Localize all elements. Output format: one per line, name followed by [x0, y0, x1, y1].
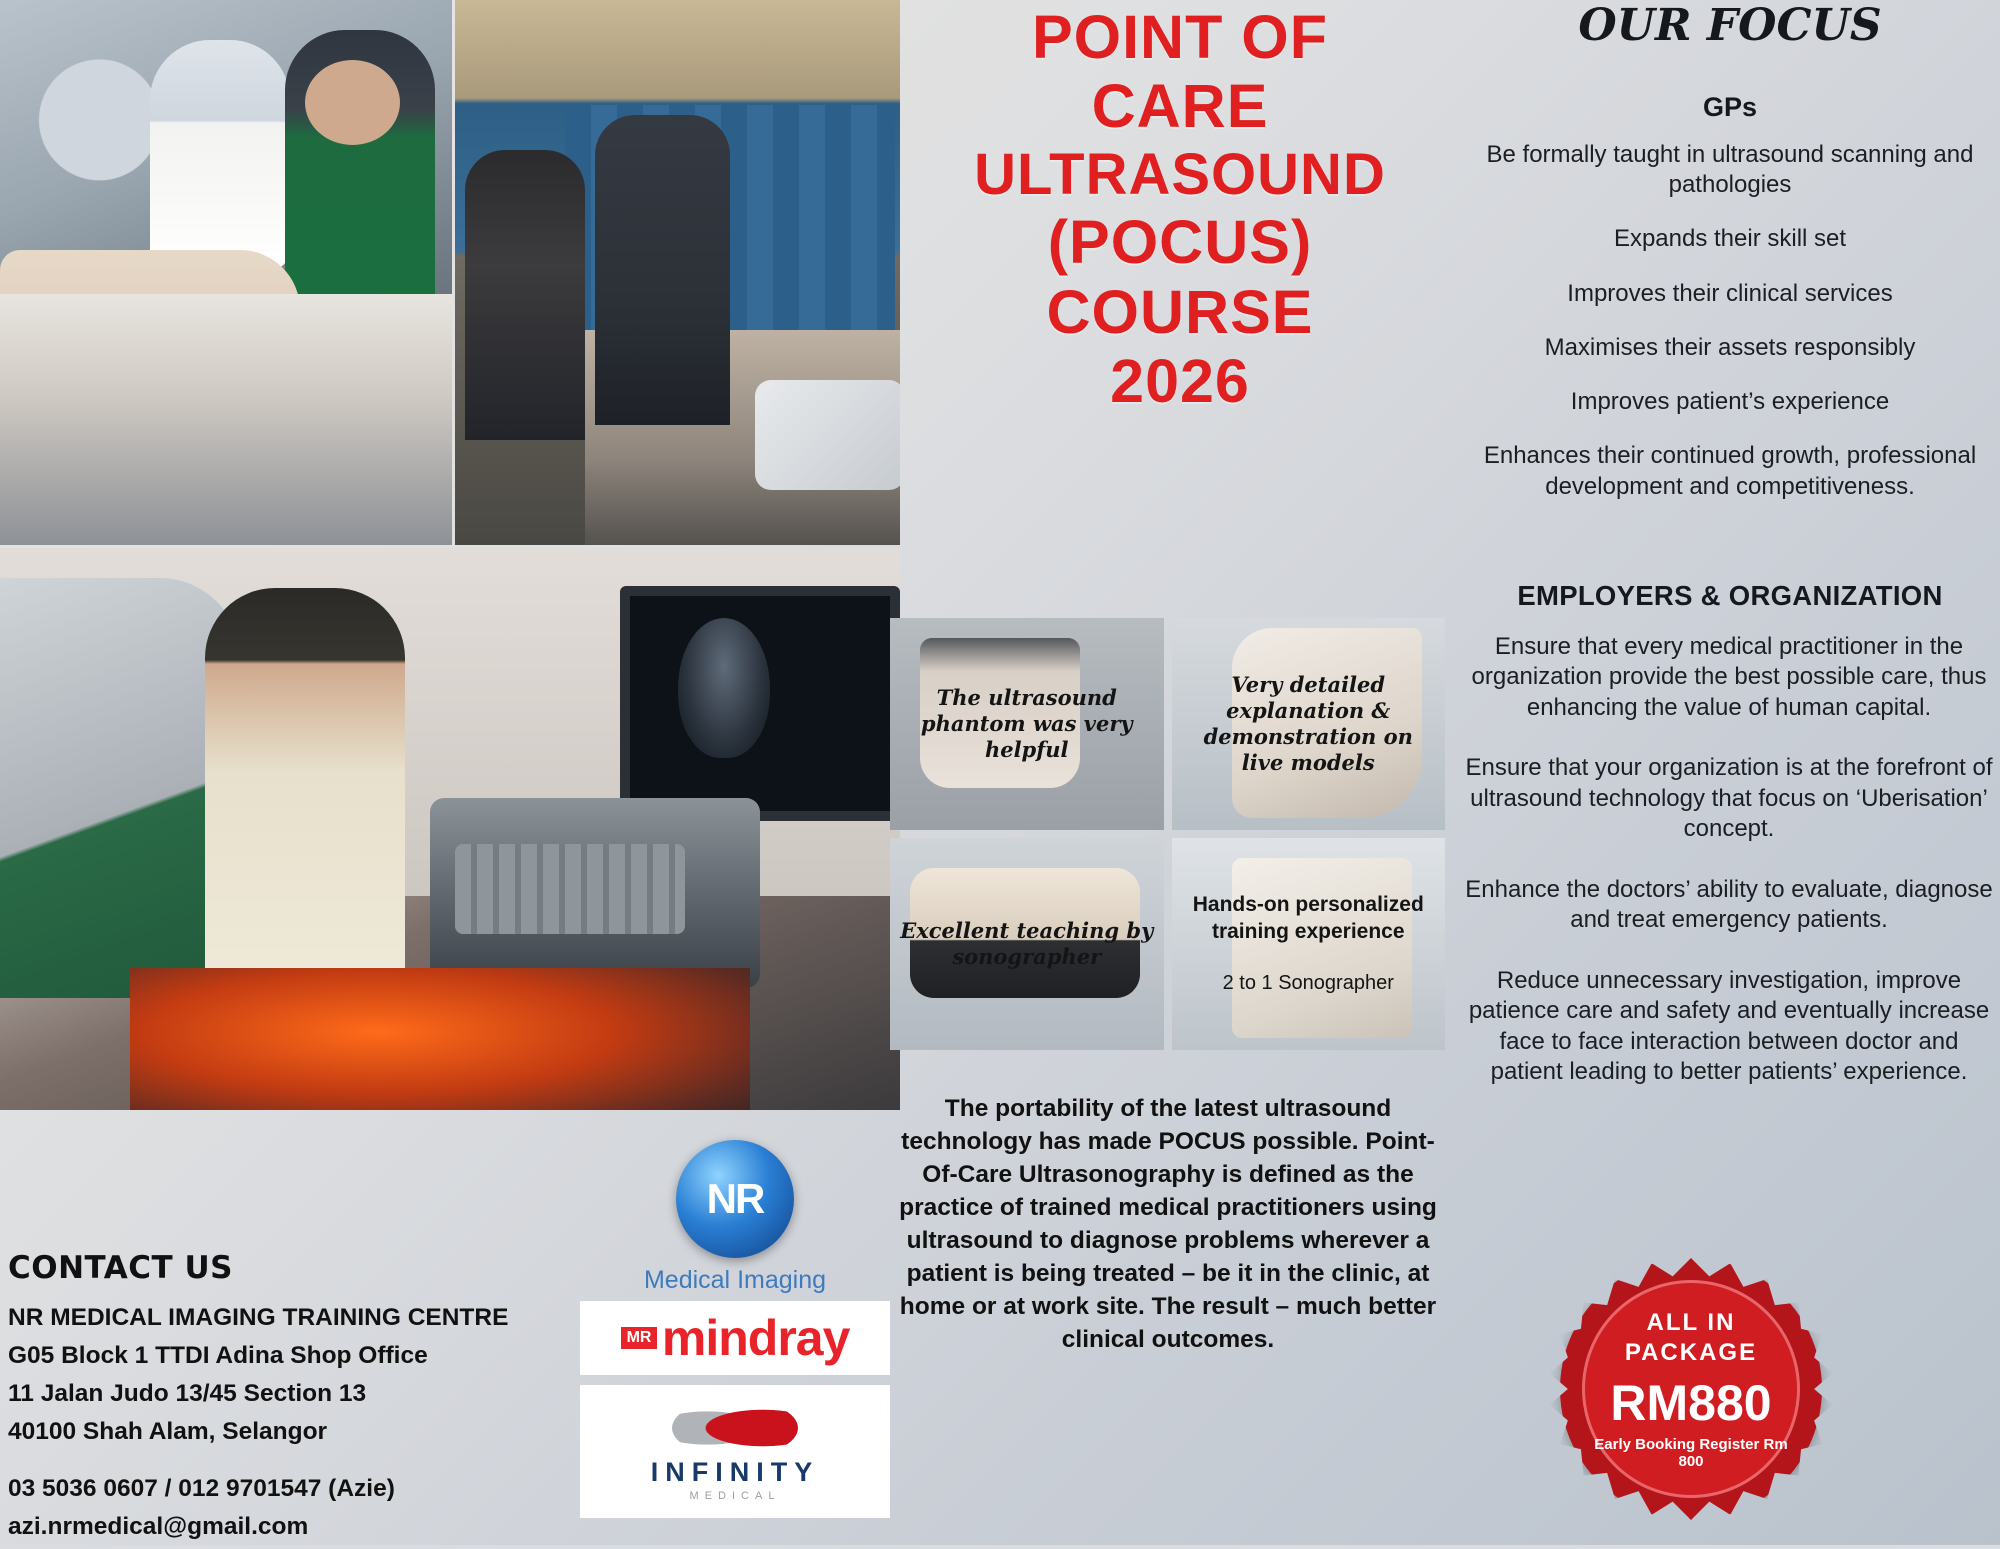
photo-sonographer-console: [0, 548, 900, 1110]
testimonial-teaching: [890, 838, 1164, 1050]
contact-address-line-1: G05 Block 1 TTDI Adina Shop Office: [8, 1341, 428, 1369]
testimonial-teaching-text: Excellent teaching by sonographer: [900, 917, 1154, 969]
employers-benefit-list: [1464, 632, 1994, 1118]
contact-heading: CONTACT US: [8, 1250, 233, 1286]
infinity-logo-subtext: MEDICAL: [689, 1490, 781, 1502]
gps-item: Be formally taught in ultrasound scanning and pathologies: [1486, 141, 1974, 199]
contact-block: [8, 1250, 568, 1549]
gps-item: Maximises their assets responsibly: [1544, 333, 1916, 361]
gps-item: Expands their skill set: [1613, 225, 1847, 253]
gps-benefit-list: [1468, 140, 1992, 526]
testimonial-phantom-text: The ultrasound phantom was very helpful: [920, 684, 1133, 763]
testimonial-handson: [1172, 838, 1446, 1050]
contact-email[interactable]: azi.nrmedical@gmail.com: [8, 1513, 309, 1541]
title-line-5: COURSE: [1046, 277, 1314, 346]
nr-logo-icon: [676, 1140, 794, 1258]
nr-logo-subtitle: [580, 1266, 890, 1295]
price-seal-badge: [1560, 1258, 1822, 1520]
testimonial-handson-sub: 2 to 1 Sonographer: [1222, 971, 1394, 994]
pocus-description: The portability of the latest ultrasound technology has made POCUS possible. Point-Of-Care Ultrasonography is defined as the practice of trained medical practitioners using ultrasound to diagnose problems wherever a patient is being treated – be it in the clinic, at home or at work site. The result – much better clinical outcomes.: [899, 1095, 1437, 1354]
contact-address-line-3: 40100 Shah Alam, Selangor: [8, 1417, 328, 1445]
testimonial-handson-text: [1172, 892, 1446, 996]
infinity-logo-text: INFINITY: [650, 1457, 820, 1487]
title-line-6: 2026: [1110, 347, 1250, 416]
title-line-1: POINT OF: [1031, 3, 1329, 71]
our-focus-heading: OUR FOCUS: [1578, 0, 1882, 51]
mindray-logo-text: mindray: [661, 1310, 850, 1366]
gps-item: Enhances their continued growth, professional development and competitiveness.: [1483, 442, 1977, 500]
employers-item: Ensure that your organization is at the forefront of ultrasound technology that focus on ‘Uberisation’ concept.: [1465, 754, 1993, 843]
contact-centre-name: NR MEDICAL IMAGING TRAINING CENTRE: [8, 1304, 509, 1331]
employers-heading: EMPLOYERS & ORGANIZATION: [1517, 580, 1943, 611]
photo-classroom-live-model-scan: [455, 0, 900, 545]
title-line-3: ULTRASOUND: [974, 141, 1386, 207]
nr-logo-text: NR: [706, 1175, 764, 1222]
seal-price: RM880: [1610, 1375, 1772, 1431]
poster-title: [900, 0, 1460, 420]
employers-item: Enhance the doctors’ ability to evaluate, diagnose and treat emergency patients.: [1465, 875, 1993, 934]
testimonial-grid: [890, 618, 1445, 1050]
seal-inner: [1582, 1280, 1800, 1498]
mindray-badge-icon: MR: [621, 1327, 658, 1349]
partner-logos: [580, 1140, 890, 1518]
gps-item: Improves their clinical services: [1567, 279, 1893, 307]
infinity-medical-logo: [580, 1385, 890, 1518]
title-line-4: (POCUS): [1047, 208, 1313, 277]
testimonial-demonstration: [1172, 618, 1446, 830]
seal-package: PACKAGE: [1624, 1339, 1758, 1366]
seal-early-booking: Early Booking Register Rm 800: [1594, 1436, 1788, 1470]
contact-phone[interactable]: 03 5036 0607 / 012 9701547 (Azie): [8, 1475, 395, 1503]
nr-logo-subtitle-light: Imaging: [730, 1266, 827, 1294]
nr-logo-subtitle-bold: Medical: [643, 1266, 731, 1294]
testimonial-demonstration-text: Very detailed explanation & demonstration on live models: [1203, 671, 1413, 776]
testimonial-phantom: [890, 618, 1164, 830]
photo-clinicians-scanning-manikin: [0, 0, 452, 545]
employers-item: Reduce unnecessary investigation, improve patience care and safety and eventually increase face to face interaction between doctor and patient leading to better patients’ experience.: [1468, 966, 1990, 1086]
title-line-2: CARE: [1091, 72, 1269, 141]
seal-all-in: ALL IN: [1646, 1309, 1736, 1336]
testimonial-handson-main: Hands-on personalized training experience: [1192, 893, 1424, 943]
gps-item: Improves patient’s experience: [1570, 388, 1890, 416]
infinity-mark-icon: [672, 1399, 798, 1457]
contact-address-line-2: 11 Jalan Judo 13/45 Section 13: [8, 1379, 367, 1407]
mindray-logo: [580, 1301, 890, 1375]
gps-heading: GPs: [1702, 92, 1758, 122]
employers-item: Ensure that every medical practitioner in the organization provide the best possible care, thus enhancing the value of human capital.: [1471, 633, 1987, 721]
